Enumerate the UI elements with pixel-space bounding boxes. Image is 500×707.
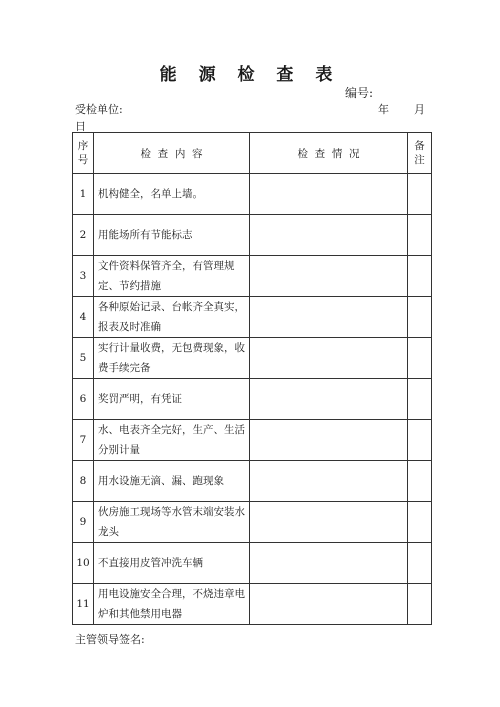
row-status-cell[interactable]: [250, 461, 408, 502]
row-remark-cell[interactable]: [408, 338, 432, 379]
inspected-unit-label: 受检单位:: [75, 103, 123, 116]
row-content: 用电设施安全合理，不烧违章电炉和其他禁用电器: [94, 584, 250, 625]
row-status-cell[interactable]: [250, 338, 408, 379]
row-remark-cell[interactable]: [408, 379, 432, 420]
row-content: 各种原始记录、台帐齐全真实，报表及时准确: [94, 297, 250, 338]
row-status-cell[interactable]: [250, 256, 408, 297]
row-content: 机构健全，名单上墙。: [94, 174, 250, 215]
row-status-cell[interactable]: [250, 584, 408, 625]
row-index: 3: [73, 256, 94, 297]
row-content: 奖罚严明，有凭证: [94, 379, 250, 420]
header-index-line1: 序: [77, 140, 89, 152]
table-row: [73, 502, 432, 543]
row-index: 9: [73, 502, 94, 543]
row-remark-cell[interactable]: [408, 461, 432, 502]
row-content: 文件资料保管齐全，有管理规定、节约措施: [94, 256, 250, 297]
row-remark-cell[interactable]: [408, 584, 432, 625]
header-remark-line2: 注: [414, 154, 425, 166]
row-content: 水、电表齐全完好，生产、生活分别计量: [94, 420, 250, 461]
header-remark: [408, 133, 432, 174]
row-remark-cell[interactable]: [408, 502, 432, 543]
row-index: 8: [73, 461, 94, 502]
table-row: [73, 215, 432, 256]
row-status-cell[interactable]: [250, 543, 408, 584]
header-content: 检 查 内 容: [94, 133, 250, 174]
inspection-table: [72, 132, 432, 625]
row-index: 4: [73, 297, 94, 338]
row-index: 7: [73, 420, 94, 461]
row-index: 2: [73, 215, 94, 256]
year-label: 年: [378, 103, 389, 116]
header-index-line2: 号: [77, 154, 89, 166]
table-row: [73, 420, 432, 461]
row-remark-cell[interactable]: [408, 174, 432, 215]
row-status-cell[interactable]: [250, 215, 408, 256]
row-remark-cell[interactable]: [408, 543, 432, 584]
row-status-cell[interactable]: [250, 420, 408, 461]
row-content: 实行计量收费，无包费现象，收费手续完备: [94, 338, 250, 379]
row-content: 不直接用皮管冲洗车辆: [94, 543, 250, 584]
row-index: 10: [73, 543, 94, 584]
row-content: 用水设施无滴、漏、跑现象: [94, 461, 250, 502]
row-remark-cell[interactable]: [408, 256, 432, 297]
number-label: 编号:: [345, 86, 374, 100]
table-row: [73, 461, 432, 502]
row-status-cell[interactable]: [250, 502, 408, 543]
header-index: [73, 133, 94, 174]
supervisor-signature-label: 主管领导签名:: [75, 633, 145, 646]
row-remark-cell[interactable]: [408, 420, 432, 461]
table-row: [73, 174, 432, 215]
form-title: 能 源 检 查 表: [159, 65, 341, 85]
row-status-cell[interactable]: [250, 379, 408, 420]
table-row: [73, 256, 432, 297]
row-content: 伙房施工现场等水管末端安装水龙头: [94, 502, 250, 543]
day-label: 日: [75, 120, 86, 133]
row-index: 6: [73, 379, 94, 420]
row-remark-cell[interactable]: [408, 297, 432, 338]
row-index: 1: [73, 174, 94, 215]
table-row: [73, 338, 432, 379]
table-row: [73, 584, 432, 625]
header-status: 检 查 情 况: [250, 133, 408, 174]
row-status-cell[interactable]: [250, 297, 408, 338]
month-label: 月: [414, 103, 425, 116]
row-index: 5: [73, 338, 94, 379]
row-content: 用能场所有节能标志: [94, 215, 250, 256]
table-row: [73, 543, 432, 584]
table-header-row: [73, 133, 432, 174]
row-index: 11: [73, 584, 94, 625]
table-row: [73, 379, 432, 420]
row-status-cell[interactable]: [250, 174, 408, 215]
header-remark-line1: 备: [414, 140, 425, 152]
table-row: [73, 297, 432, 338]
row-remark-cell[interactable]: [408, 215, 432, 256]
